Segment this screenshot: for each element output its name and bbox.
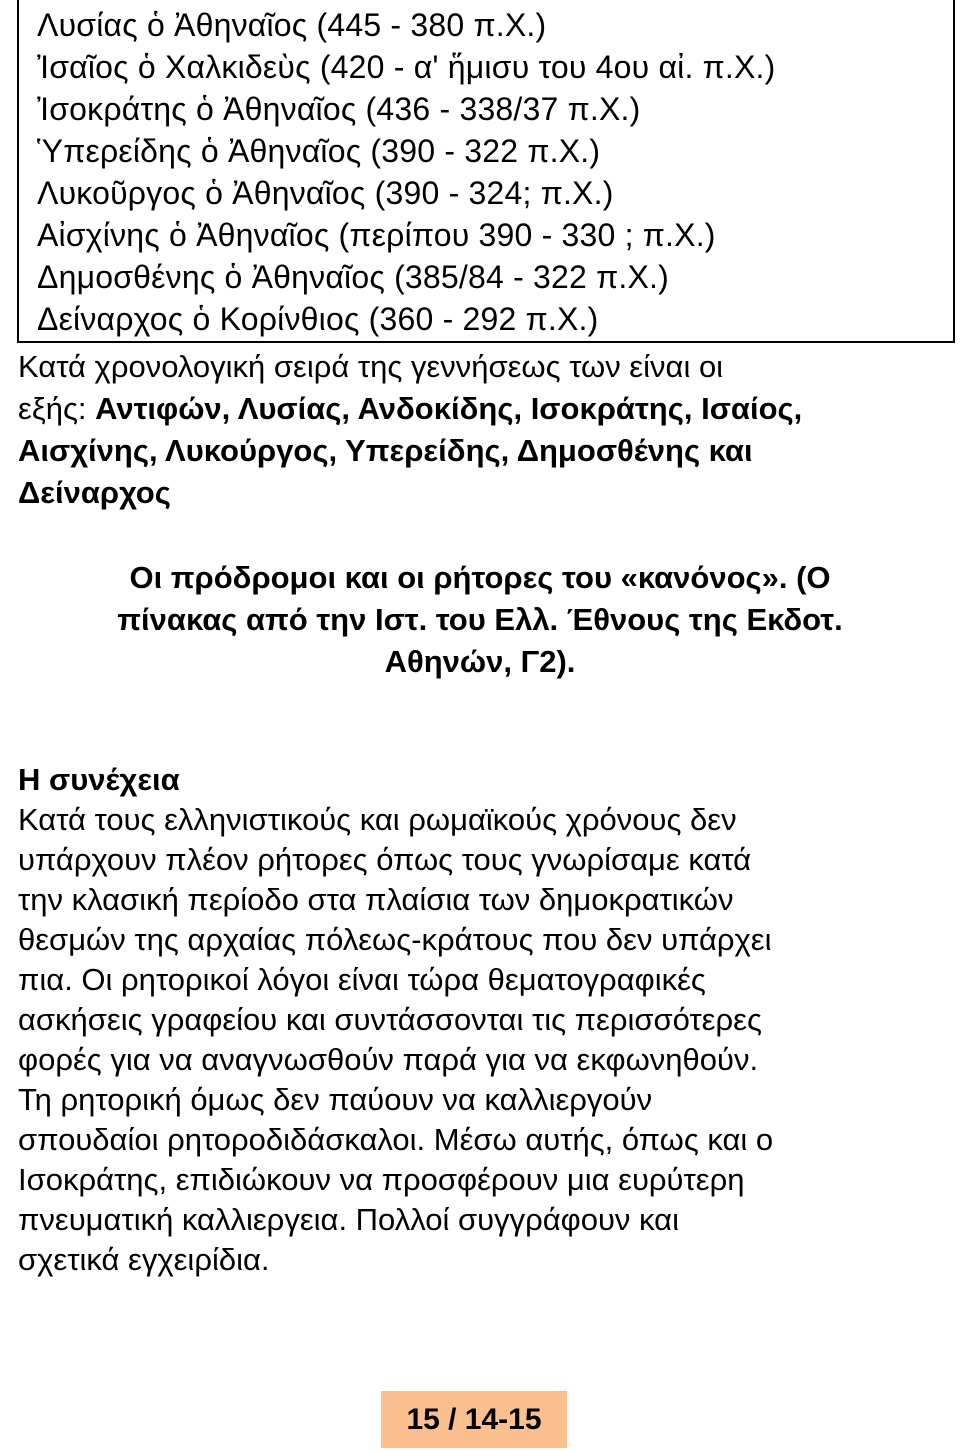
- orator-item: Ἰσοκράτης ὁ Ἀθηναῖος (436 - 338/37 π.Χ.): [37, 91, 641, 127]
- paragraph-line: πνευματική καλλιεργεια. Πολλοί συγγράφουν και: [18, 1202, 679, 1237]
- order-names: Αντιφών, Λυσίας, Ανδοκίδης, Ισοκράτης, Ισαίος,: [95, 391, 803, 426]
- orator-item: Λυσίας ὁ Ἀθηναῖος (445 - 380 π.Χ.): [37, 7, 547, 43]
- orator-item: Λυκοῦργος ὁ Ἀθηναῖος (390 - 324; π.Χ.): [37, 175, 614, 211]
- continuation-paragraph: [18, 800, 773, 1280]
- order-line: [18, 388, 802, 430]
- paragraph-line: την κλασική περίοδο στα πλαίσια των δημοκρατικών: [18, 882, 734, 917]
- section-title: Η συνέχεια: [18, 762, 180, 797]
- table-caption: [50, 557, 910, 683]
- orator-item: Δημοσθένης ὁ Ἀθηναῖος (385/84 - 322 π.Χ.): [37, 259, 669, 295]
- order-prefix: εξής:: [18, 391, 96, 426]
- order-line: Κατά χρονολογική σειρά της γεννήσεως των είναι οι: [18, 349, 724, 384]
- orator-item: Ἰσαῖος ὁ Χαλκιδεὺς (420 - α' ἥμισυ του 4ου αἰ. π.Χ.): [37, 49, 776, 85]
- orator-list: [37, 4, 776, 340]
- paragraph-line: Τη ρητορική όμως δεν παύουν να καλλιεργούν: [18, 1082, 653, 1117]
- paragraph-line: σπουδαίοι ρητοροδιδάσκαλοι. Μέσω αυτής, όπως και ο: [18, 1122, 774, 1157]
- paragraph-line: υπάρχουν πλέον ρήτορες όπως τους γνωρίσαμε κατά: [18, 842, 752, 877]
- paragraph-line: φορές για να αναγνωσθούν παρά για να εκφωνηθούν.: [18, 1042, 759, 1077]
- paragraph-line: Κατά τους ελληνιστικούς και ρωμαϊκούς χρόνους δεν: [18, 802, 737, 837]
- chronological-order-paragraph: [18, 346, 802, 514]
- page-number-badge: 15 / 14-15: [381, 1391, 567, 1448]
- caption-line: Οι πρόδρομοι και οι ρήτορες του «κανόνος». (Ο: [129, 560, 831, 595]
- order-line: Αισχίνης, Λυκούργος, Υπερείδης, Δημοσθένης και: [18, 433, 753, 468]
- orator-item: Ὑπερείδης ὁ Ἀθηναῖος (390 - 322 π.Χ.): [37, 133, 601, 169]
- orator-item: Δείναρχος ὁ Κορίνθιος (360 - 292 π.Χ.): [37, 301, 599, 337]
- paragraph-line: Ισοκράτης, επιδιώκουν να προσφέρουν μια ευρύτερη: [18, 1162, 745, 1197]
- caption-line: πίνακας από την Ιστ. του Ελλ. Έθνους της Εκδοτ.: [117, 602, 843, 637]
- paragraph-line: ασκήσεις γραφείου και συντάσσονται τις περισσότερες: [18, 1002, 762, 1037]
- paragraph-line: θεσμών της αρχαίας πόλεως-κράτους που δεν υπάρχει: [18, 922, 772, 957]
- order-line: Δείναρχος: [18, 475, 171, 510]
- caption-line: Αθηνών, Γ2).: [384, 644, 576, 679]
- paragraph-line: σχετικά εγχειρίδια.: [18, 1242, 270, 1277]
- paragraph-line: πια. Οι ρητορικοί λόγοι είναι τώρα θεματογραφικές: [18, 962, 706, 997]
- orator-item: Αἰσχίνης ὁ Ἀθηναῖος (περίπου 390 - 330 ; π.Χ.): [37, 217, 716, 253]
